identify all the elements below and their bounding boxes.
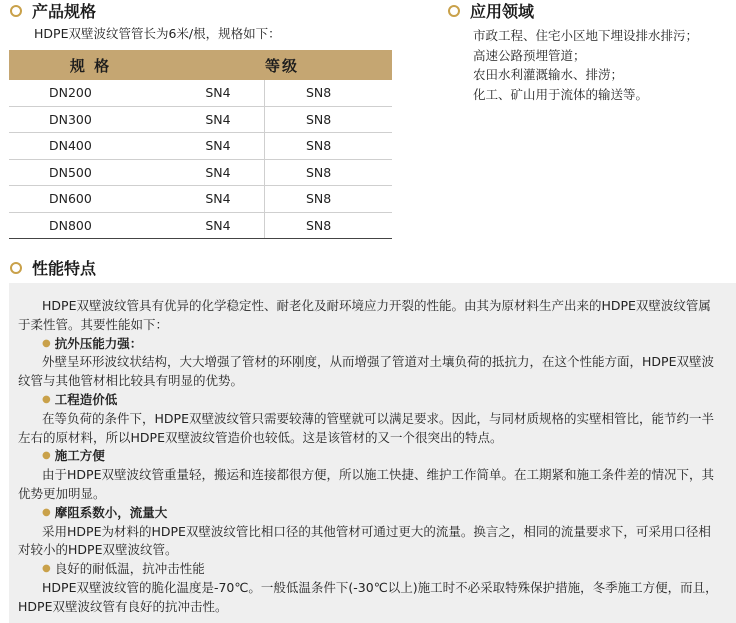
cell-size: DN600 xyxy=(9,186,172,213)
list-item: 化工、矿山用于流体的输送等。 xyxy=(473,86,649,102)
feature-title: 施工方便 xyxy=(54,448,105,464)
spec-section-title xyxy=(10,0,96,22)
cell-size: DN500 xyxy=(9,159,172,186)
feature-title: 抗外压能力强： xyxy=(54,335,143,351)
feature-text-line1: 采用HDPE为材料的HDPE双壁波纹管比相口径的其他管材可通过更大的流量。换言之，相同的流量要求下，可采用口径相 xyxy=(42,523,711,539)
feature-text-line2: 优势更加明显。 xyxy=(18,485,106,501)
cell-size: DN300 xyxy=(9,106,172,133)
list-item: 农田水利灌溉输水、排涝； xyxy=(473,67,624,82)
application-section-title xyxy=(448,0,534,22)
feature-text-line2: HDPE双壁波纹管有良好的抗冲击性。 xyxy=(18,598,228,614)
dot-bullet-icon: ● xyxy=(42,393,51,405)
spec-title: 产品规格 xyxy=(32,2,97,21)
cell-grade-sn8: SN8 xyxy=(265,80,393,106)
feature-title: 摩阻系数小，流量大 xyxy=(54,504,168,520)
dot-bullet-icon: ● xyxy=(42,506,51,518)
dot-bullet-icon: ● xyxy=(42,337,51,349)
application-title: 应用领域 xyxy=(470,2,535,21)
feature-text-line2: 纹管与其他管材相比较具有明显的优势。 xyxy=(18,373,244,389)
performance-title: 性能特点 xyxy=(32,259,97,278)
table-row xyxy=(9,212,392,239)
cell-grade-sn4: SN4 xyxy=(172,159,265,186)
circle-bullet-icon xyxy=(10,262,22,274)
performance-intro-line2: 于柔性管。其要性能如下： xyxy=(18,316,169,332)
spec-table-header-row xyxy=(9,50,392,80)
performance-box xyxy=(9,283,736,623)
feature-heading xyxy=(18,391,724,410)
list-item: 高速公路预埋管道； xyxy=(473,47,586,63)
table-row xyxy=(9,80,392,106)
dot-bullet-icon: ● xyxy=(42,450,51,462)
spec-table xyxy=(9,50,392,239)
cell-size: DN400 xyxy=(9,133,172,160)
cell-grade-sn8: SN8 xyxy=(265,133,393,160)
performance-intro-line1: HDPE双壁波纹管具有优异的化学稳定性、耐老化及耐环境应力开裂的性能。由其为原材料生产出来的HDPE双壁波纹管属 xyxy=(42,298,711,313)
circle-bullet-icon xyxy=(10,5,22,17)
list-item: 市政工程、住宅小区地下埋设排水排污； xyxy=(473,28,699,43)
spec-header-size: 规 格 xyxy=(9,50,172,80)
feature-title: 工程造价低 xyxy=(54,391,118,407)
cell-grade-sn8: SN8 xyxy=(265,186,393,213)
feature-heading xyxy=(18,335,724,354)
performance-section-title xyxy=(10,256,96,279)
feature-title: 良好的耐低温，抗冲击性能 xyxy=(54,561,205,577)
table-row xyxy=(9,159,392,186)
cell-grade-sn4: SN4 xyxy=(172,133,265,160)
table-row xyxy=(9,133,392,160)
cell-grade-sn4: SN4 xyxy=(172,186,265,213)
table-row xyxy=(9,106,392,133)
feature-text-line1: HDPE双壁波纹管的脆化温度是-70℃。一般低温条件下(-30℃以上)施工时不必采取特殊保护措施，冬季施工方便，而且， xyxy=(42,579,718,595)
spec-header-grade: 等级 xyxy=(172,50,392,80)
feature-text-line1: 外壁呈环形波纹状结构，大大增强了管材的环刚度，从而增强了管道对土壤负荷的抵抗力，在这个性能方面，HDPE双壁波 xyxy=(42,354,714,370)
feature-text-line1: 由于HDPE双壁波纹管重量轻，搬运和连接都很方便，所以施工快捷、维护工作简单。在工期紧和施工条件差的情况下，其 xyxy=(42,467,714,483)
spec-intro: HDPE双壁波纹管管长为6米/根，规格如下： xyxy=(34,26,281,41)
cell-grade-sn4: SN4 xyxy=(172,106,265,133)
cell-size: DN800 xyxy=(9,212,172,239)
cell-size: DN200 xyxy=(9,80,172,106)
cell-grade-sn4: SN4 xyxy=(172,212,265,239)
cell-grade-sn8: SN8 xyxy=(265,212,393,239)
feature-heading xyxy=(18,560,724,579)
cell-grade-sn4: SN4 xyxy=(172,80,265,106)
feature-text-line2: 左右的原材料，所以HDPE双壁波纹管造价也较低。这是该管材的又一个很突出的特点。 xyxy=(18,429,503,445)
feature-heading xyxy=(18,447,724,466)
cell-grade-sn8: SN8 xyxy=(265,159,393,186)
application-list xyxy=(473,26,698,104)
feature-text-line1: 在等负荷的条件下，HDPE双壁波纹管只需要较薄的管壁就可以满足要求。因此，与同材质规格的实壁相管比，能节约一半 xyxy=(42,410,714,426)
dot-bullet-icon: ● xyxy=(42,563,51,575)
feature-text-line2: 对较小的HDPE双壁波纹管。 xyxy=(18,542,178,558)
cell-grade-sn8: SN8 xyxy=(265,106,393,133)
circle-bullet-icon xyxy=(448,5,460,17)
table-row xyxy=(9,186,392,213)
feature-heading xyxy=(18,504,724,523)
